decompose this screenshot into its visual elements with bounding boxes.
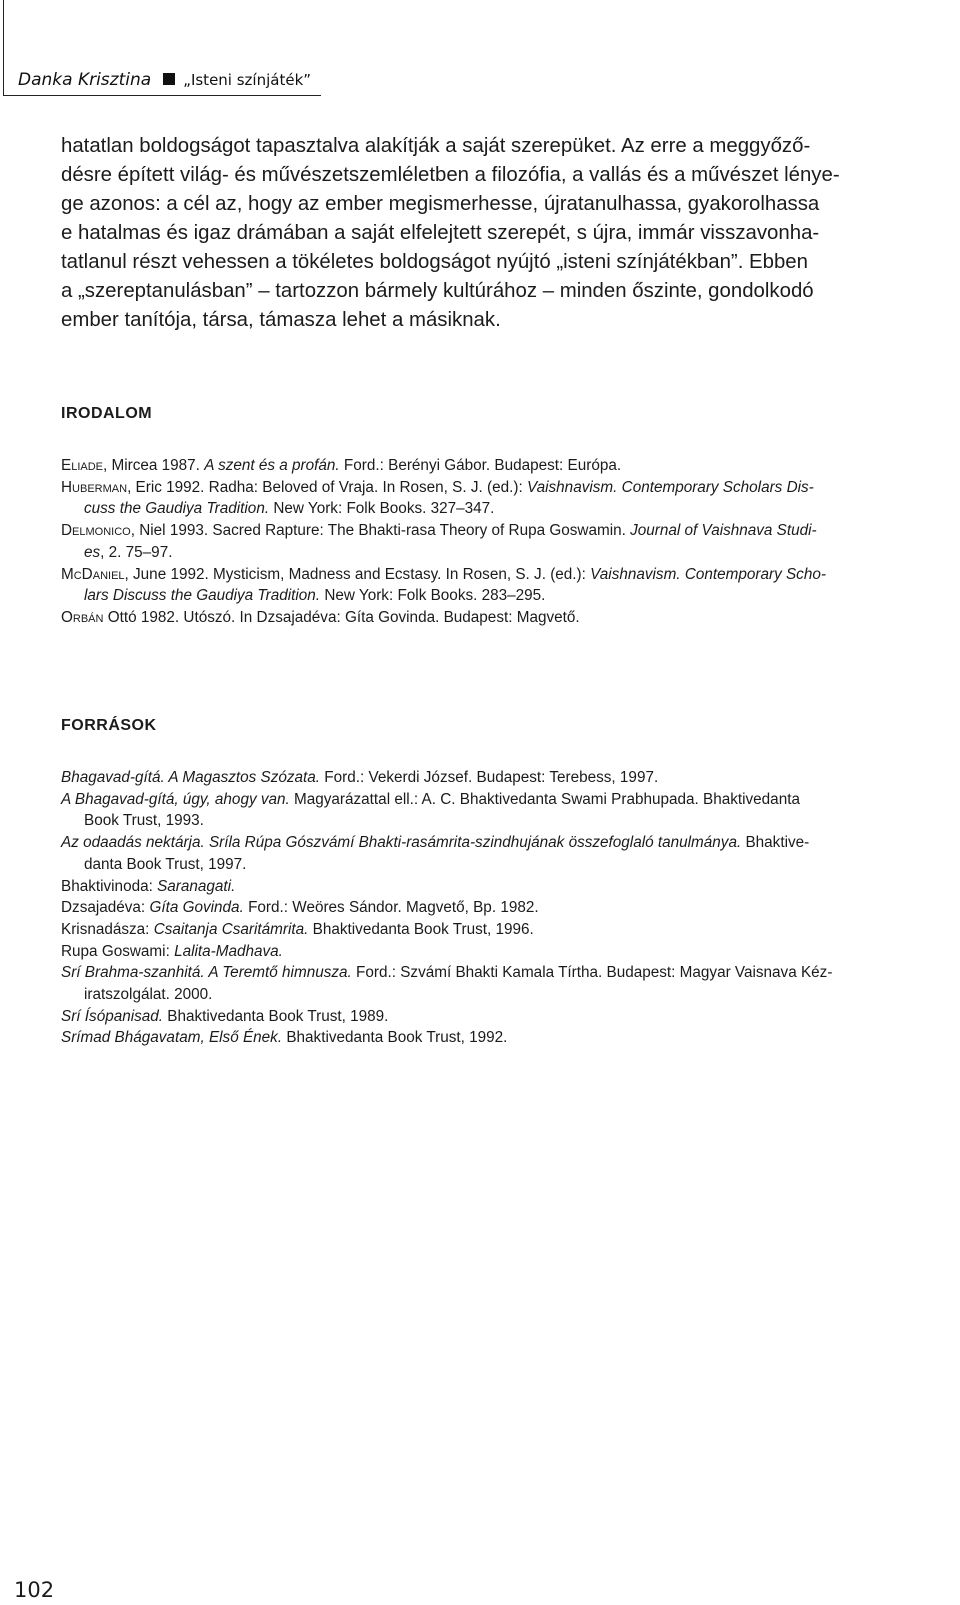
body-line: hatatlan boldogságot tapasztalva alakítják a saját szerepüket. Az erre a meggyőző- xyxy=(61,135,811,157)
square-bullet-icon xyxy=(163,73,175,85)
source-entry: Srí Ísópanisad. Bhaktivedanta Book Trust, 1989. xyxy=(61,1007,389,1025)
body-line: ember tanítója, társa, támasza lehet a másiknak. xyxy=(61,309,501,331)
source-entry: Krisnadásza: Csaitanja Csaritámrita. Bhaktivedanta Book Trust, 1996. xyxy=(61,920,534,938)
forrasok-source-list xyxy=(61,767,941,1049)
page-number: 102 xyxy=(14,1578,55,1602)
body-line: e hatalmas és igaz drámában a saját elfelejtett szerepét, s újra, immár visszavonha- xyxy=(61,222,820,244)
running-header xyxy=(18,70,311,90)
body-line: a „szereptanulásban” – tartozzon bármely kultúrához – minden őszinte, gondolkodó xyxy=(61,280,814,302)
source-entry: Az odaadás nektárja. Sríla Rúpa Gószvámí Bhakti-rasámrita-szindhujának összefoglaló tanulmánya. Bhaktive- danta Book Trust, 1997. xyxy=(61,834,810,873)
forrasok-heading: FORRÁSOK xyxy=(61,717,157,734)
body-line: ge azonos: a cél az, hogy az ember megismerhesse, újratanulhassa, gyakorolhassa xyxy=(61,193,820,215)
body-line: tatlanul részt vehessen a tökéletes boldogságot nyújtó „isteni színjátékban”. Ebben xyxy=(61,251,808,273)
reference-author: McDaniel xyxy=(61,565,125,583)
irodalom-reference-list xyxy=(61,455,941,629)
irodalom-heading: IRODALOM xyxy=(61,405,153,422)
source-entry: Bhagavad-gítá. A Magasztos Szózata. Ford.: Vekerdi József. Budapest: Terebess, 1997. xyxy=(61,769,659,786)
reference-author: Eliade xyxy=(61,457,103,474)
source-entry: A Bhagavad-gítá, úgy, ahogy van. Magyarázattal ell.: A. C. Bhaktivedanta Swami Prabhupada. Bhaktivedanta Book Trust, 1993. xyxy=(61,790,800,830)
source-entry: Dzsajadéva: Gíta Govinda. Ford.: Weöres Sándor. Magvető, Bp. 1982. xyxy=(61,899,539,917)
reference-author: Huberman xyxy=(61,478,128,496)
header-rule-vertical xyxy=(3,0,4,96)
body-line: désre épített világ- és művészetszemléletben a filozófia, a vallás és a művészet lénye- xyxy=(61,164,840,186)
reference-entry: Huberman, Eric 1992. Radha: Beloved of Vraja. In Rosen, S. J. (ed.): Vaishnavism. Contemporary Scholars Dis- cuss the Gaudiya Tradition. New York: Folk Books. 327–347. xyxy=(61,478,814,518)
source-entry: Srí Brahma-szanhitá. A Teremtő himnusza. Ford.: Szvámí Bhakti Kamala Tírtha. Budapest: Magyar Vaisnava Kéz- iratszolgálat. 2000. xyxy=(61,964,833,1004)
reference-entry: Eliade, Mircea 1987. A szent és a profán. Ford.: Berényi Gábor. Budapest: Európa. xyxy=(61,457,622,474)
source-entry: Rupa Goswami: Lalita-Madhava. xyxy=(61,942,283,960)
reference-entry: McDaniel, June 1992. Mysticism, Madness and Ecstasy. In Rosen, S. J. (ed.): Vaishnavism. Contemporary Scho- lars Discuss the Gaudiya Tradition. New York: Folk Books. 283–295. xyxy=(61,565,826,605)
body-paragraph xyxy=(61,132,938,335)
reference-author: Delmonico xyxy=(61,522,131,540)
reference-author: Orbán xyxy=(61,608,104,626)
reference-entry: Delmonico, Niel 1993. Sacred Rapture: The Bhakti-rasa Theory of Rupa Goswamin. Journal of Vaishnava Studi- es, 2. 75–97. xyxy=(61,522,817,561)
header-rule-horizontal xyxy=(3,95,321,96)
reference-entry: Orbán Ottó 1982. Utószó. In Dzsajadéva: Gíta Govinda. Budapest: Magvető. xyxy=(61,608,580,626)
header-article-title: „Isteni színjáték” xyxy=(183,71,312,89)
source-entry: Bhaktivinoda: Saranagati. xyxy=(61,877,236,895)
reference-title: A szent és a profán. xyxy=(204,457,340,474)
header-author: Danka Krisztina xyxy=(18,70,152,90)
source-entry: Srímad Bhágavatam, Első Ének. Bhaktivedanta Book Trust, 1992. xyxy=(61,1029,508,1047)
